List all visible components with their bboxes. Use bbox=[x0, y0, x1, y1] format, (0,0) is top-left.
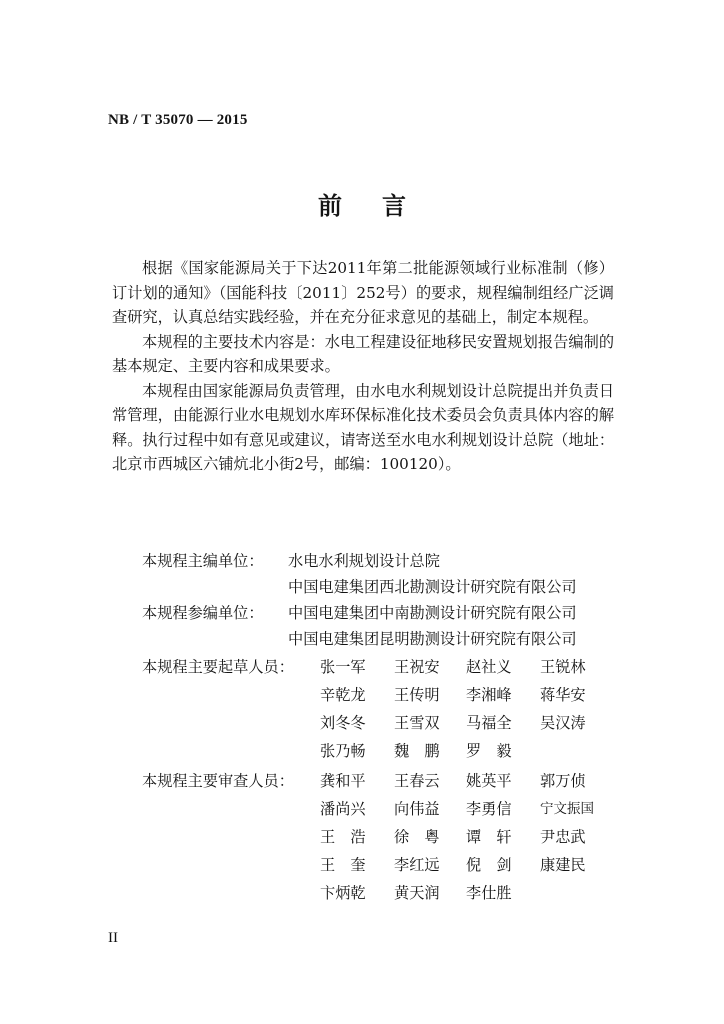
reviewer-name: 李仕胜 bbox=[466, 884, 512, 902]
paragraph-management: 本规程由国家能源局负责管理，由水电水利规划设计总院提出并负责日常管理，由能源行业水电规划水库环保标准化技术委员会负责具体内容的解释。执行过程中如有意见或建议，请寄送至水电水利规划设计总院（地址：北京市西城区六铺炕北小街2号，邮编：100120）。 bbox=[112, 381, 614, 473]
reviewer-name: 郭万侦 bbox=[540, 772, 586, 790]
reviewers-label: 本规程主要审查人员： bbox=[142, 772, 294, 790]
drafter-name: 蒋华安 bbox=[540, 686, 586, 704]
drafter-name: 马福全 bbox=[466, 714, 512, 732]
drafter-name: 李湘峰 bbox=[466, 686, 512, 704]
reviewer-name: 徐 粤 bbox=[394, 828, 440, 846]
reviewer-name: 尹忠武 bbox=[540, 828, 586, 846]
drafter-name: 王锐林 bbox=[540, 658, 586, 676]
participating-org-1: 中国电建集团中南勘测设计研究院有限公司 bbox=[288, 604, 577, 622]
drafter-name: 刘冬冬 bbox=[320, 714, 366, 732]
drafter-name: 张一军 bbox=[320, 658, 366, 676]
reviewer-name: 王春云 bbox=[394, 772, 440, 790]
paragraph-content: 本规程的主要技术内容是：水电工程建设征地移民安置规划报告编制的基本规定、主要内容和成果要求。 bbox=[112, 332, 614, 375]
reviewer-name: 潘尚兴 bbox=[320, 800, 366, 818]
reviewer-name: 黄天润 bbox=[394, 884, 440, 902]
reviewer-name: 康建民 bbox=[540, 856, 586, 874]
title-char-1: 前 bbox=[318, 192, 342, 220]
drafter-name: 赵社义 bbox=[466, 658, 512, 676]
drafter-name: 王传明 bbox=[394, 686, 440, 704]
title-char-2: 言 bbox=[382, 192, 406, 220]
reviewer-name: 倪 剑 bbox=[466, 856, 512, 874]
chief-editor-label: 本规程主编单位： bbox=[142, 552, 264, 570]
page-number: II bbox=[108, 930, 118, 946]
reviewer-name: 谭 轩 bbox=[466, 828, 512, 846]
reviewer-name: 向伟益 bbox=[394, 800, 440, 818]
reviewer-name: 龚和平 bbox=[320, 772, 366, 790]
drafter-name: 魏 鹏 bbox=[394, 742, 440, 760]
drafter-name: 张乃畅 bbox=[320, 742, 366, 760]
drafter-name: 辛乾龙 bbox=[320, 686, 366, 704]
participating-org-2: 中国电建集团昆明勘测设计研究院有限公司 bbox=[288, 630, 577, 648]
standard-code: NB / T 35070 — 2015 bbox=[108, 112, 248, 128]
reviewer-name: 李勇信 bbox=[466, 800, 512, 818]
drafter-name: 吴汉涛 bbox=[540, 714, 586, 732]
reviewer-name: 姚英平 bbox=[466, 772, 512, 790]
drafter-name: 罗 毅 bbox=[466, 742, 512, 760]
drafter-name: 王祝安 bbox=[394, 658, 440, 676]
page-title bbox=[0, 186, 724, 221]
reviewer-name: 李红远 bbox=[394, 856, 440, 874]
drafters-label: 本规程主要起草人员： bbox=[142, 658, 294, 676]
preface-body bbox=[112, 256, 614, 477]
chief-editor-org-2: 中国电建集团西北勘测设计研究院有限公司 bbox=[288, 578, 577, 596]
drafter-name: 王雪双 bbox=[394, 714, 440, 732]
reviewer-name: 王 浩 bbox=[320, 828, 366, 846]
chief-editor-org-1: 水电水利规划设计总院 bbox=[288, 552, 440, 570]
reviewer-name: 宁文振国 bbox=[540, 801, 594, 817]
reviewer-name: 卞炳乾 bbox=[320, 884, 366, 902]
participating-label: 本规程参编单位： bbox=[142, 604, 264, 622]
paragraph-basis: 根据《国家能源局关于下达2011年第二批能源领域行业标准制（修）订计划的通知》（国能科技〔2011〕252号）的要求，规程编制组经广泛调查研究，认真总结实践经验，并在充分征求意见的基础上，制定本规程。 bbox=[112, 259, 614, 326]
reviewer-name: 王 奎 bbox=[320, 856, 366, 874]
